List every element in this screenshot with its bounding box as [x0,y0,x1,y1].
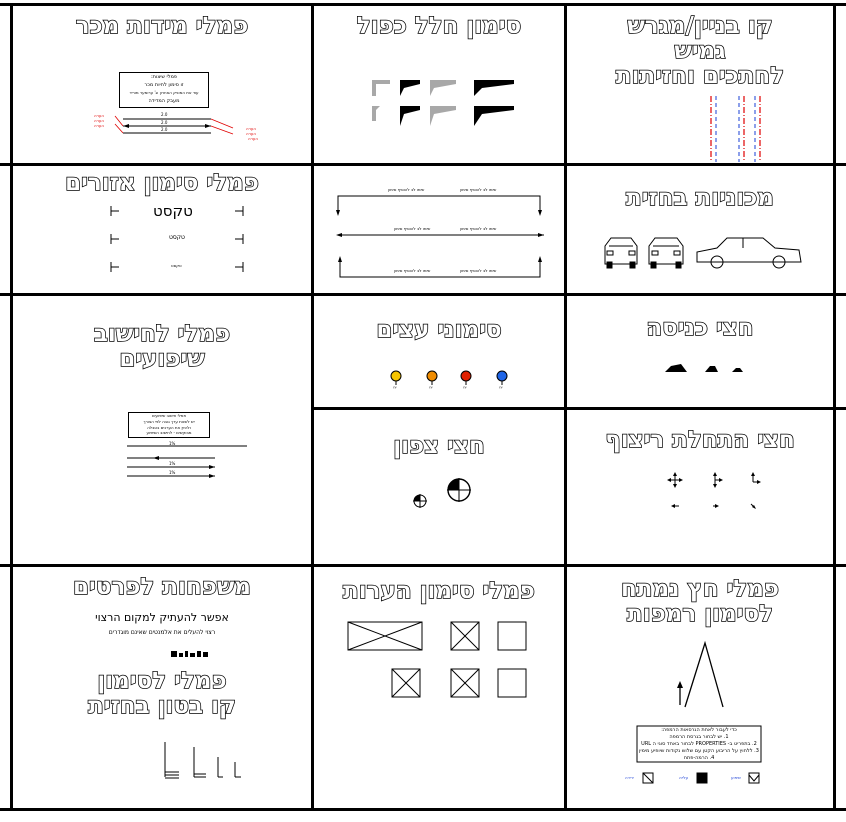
cell-cars[interactable] [567,166,833,293]
svg-text:הערה: הערה [94,123,104,128]
cell-title: פמלי לחישוב שיפועים [93,321,231,372]
double-space-symbols [314,6,564,163]
cell-title: פמלי חץ נמתח לסימון רמפות [620,576,780,627]
cell-entry-arrows[interactable] [567,296,833,407]
cell-title: קו בניין/מגרש גמיש לחתכים וחזיתות [615,13,785,89]
info-line: 2. בתפריט ב- PROPERTIES לבחור באחד סוגי ה URL [641,741,757,747]
tree-label: עץ [429,385,433,389]
cell-title: חצי צפון [393,433,485,459]
slope-value: 1% [169,441,176,446]
tiling-arrows-drawing [567,410,833,564]
detail-subnote: רצוי להעלים את אלמנטים שאינם מוגדרים [108,629,216,636]
cell-sale-area[interactable] [13,6,311,163]
tree-label: עץ [463,385,467,389]
cell-title: משפחות לפרטים [73,574,251,600]
cell-title: סימון חלל כפול [356,13,522,39]
section-label: שימו לב להוסיף סימון [460,268,497,273]
info-line: מעבק המדידה [148,98,180,104]
cell-building-line[interactable] [567,6,833,163]
section-label: שימו לב להוסיף סימון [388,187,425,192]
cell-title: פמלי מידות מכר [75,13,249,39]
slope-value: 1% [169,470,176,475]
dimension-label: 2.0 [161,127,168,132]
zone-label: טקסט [169,234,185,241]
ramp-legend: ירידה [625,775,634,780]
info-line: פמלי חישוב שיפועים [151,413,187,418]
info-line: מבוקשים - לחישוב השיפוע [146,430,192,435]
ramp-arrow-drawing [567,567,833,808]
slope-value: 1% [169,461,176,466]
cell-double-space[interactable] [314,6,564,163]
ramp-legend: עלייה [679,775,689,780]
trees-drawing [314,296,564,407]
svg-text:הערה: הערה [94,118,104,123]
cell-title-secondary: פמלי לסימון קו בטון בחזית [88,668,236,719]
cell-title: חצי כניסה [646,315,754,341]
cell-title: מכוניות בחזית [626,185,774,211]
detail-note: אפשר להעתיק למקום הרצוי [95,611,229,624]
tree-label: עץ [393,385,397,389]
cell-detail-families[interactable] [13,567,311,808]
slope-drawing [13,296,311,564]
svg-text:הערה: הערה [248,136,258,141]
cell-north-arrows[interactable] [314,410,564,564]
cell-title: פמלי סימון אזורים [65,170,259,196]
cell-tiling-arrows[interactable] [567,410,833,564]
zone-marks-drawing [13,166,311,293]
grid-line [0,808,846,811]
cell-title: חצי התחלת ריצוף [605,427,795,453]
info-line: 1. יש לבחור בגרסת הרמפה [669,734,729,740]
dimension-label: 2.0 [161,120,168,125]
info-line: ולהזין את הערכים בטבלה [147,425,191,430]
cell-title: פמלי סימון הערות [343,578,535,604]
cell-slope-calc[interactable] [13,296,311,564]
section-label: שימו לב להוסיף סימון [460,187,497,192]
cars-drawing [567,166,833,293]
north-arrows-drawing [314,410,564,564]
section-arrows-drawing [314,166,564,293]
tree-label: עץ [499,385,503,389]
building-line-symbols [567,6,833,163]
info-line: עוד את המוניק האחרון וג' ערומער מוריד [129,90,199,95]
zone-label: טקסט [171,263,182,268]
cell-zone-marks[interactable] [13,166,311,293]
cell-trees[interactable] [314,296,564,407]
info-line: יש לשנות ערך גובה לפי הצורך [143,419,195,424]
cell-section-arrows[interactable] [314,166,564,293]
grid-line [833,3,836,811]
info-line: 4. הרמה-פתח [683,755,715,761]
svg-text:הערה: הערה [94,113,104,118]
info-line: כדי לעבור לאחת הגרסאות הרמפה: [661,727,737,733]
cell-notes-marks[interactable] [314,567,564,808]
ramp-legend: שיפוע [731,775,741,780]
info-line: זו סימון לחיות מכר [144,82,184,88]
dimension-drawing [13,6,311,163]
section-label: שימו לב להוסיף סימון [394,226,431,231]
section-label: שימו לב להוסיף סימון [460,226,497,231]
zone-label: טקסט [153,202,193,220]
entry-arrows-drawing [567,296,833,407]
svg-text:הערה: הערה [246,126,256,131]
cell-ramp-arrow[interactable] [567,567,833,808]
cell-title: סימוני עצים [376,317,502,343]
info-line: פמלי שיצות: [150,74,178,80]
dimension-label: 2.0 [161,112,168,117]
section-label: שימו לב להוסיף סימון [394,268,431,273]
notes-marks-drawing [314,567,564,808]
info-line: 3. ללחוץ על הריבוע הקטן עם שלוש נקודות שיופיע מימין [639,748,759,754]
svg-text:הערה: הערה [246,131,256,136]
